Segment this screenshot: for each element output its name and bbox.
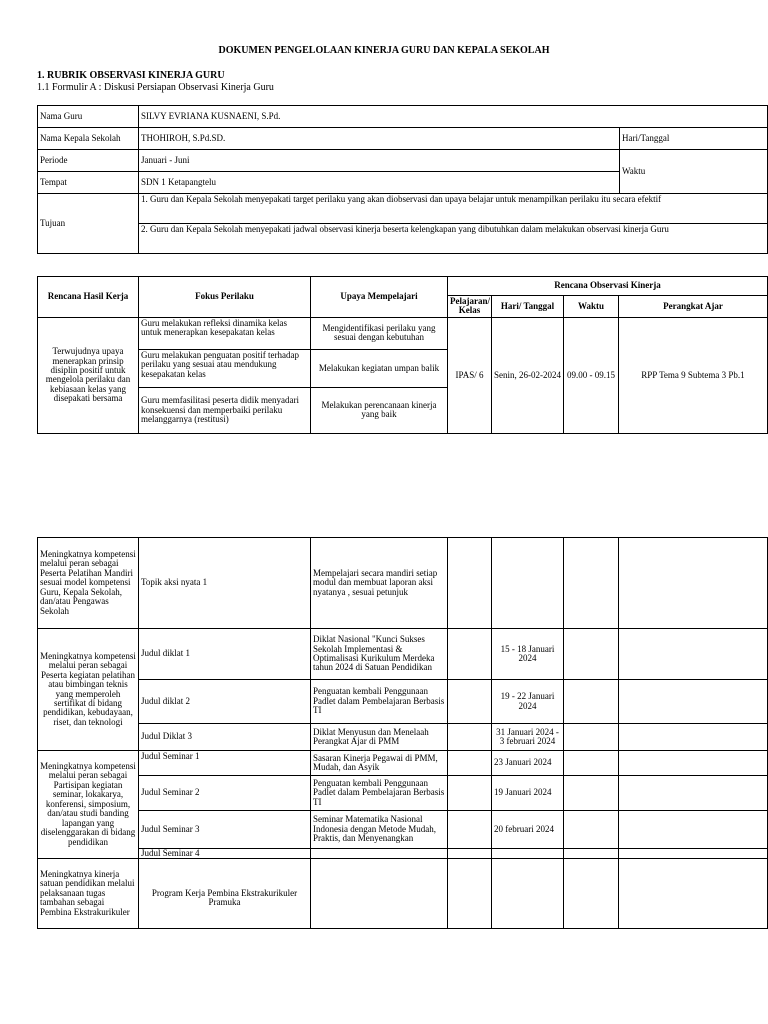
header-waktu: Waktu: [564, 296, 619, 318]
empty-cell: [564, 538, 619, 629]
header-fokus-perilaku: Fokus Perilaku: [139, 277, 311, 318]
waktu-value: 09.00 - 09.15: [564, 317, 619, 433]
empty-cell: [564, 859, 619, 929]
empty-cell: [564, 776, 619, 811]
hari-seminar-1: 23 Januari 2024: [492, 751, 564, 776]
form-title: 1.1 Formulir A : Diskusi Persiapan Observasi Kinerja Guru: [37, 82, 274, 93]
empty-cell: [448, 776, 492, 811]
upaya-modul-mandiri: Mempelajari secara mandiri setiap modul dan membuat laporan aksi nyatanya , sesuai petunjuk: [311, 538, 448, 629]
upaya-diklat-1: Diklat Nasional "Kunci Sukses Sekolah Implementasi & Optimalisasi Kurikulum Merdeka tahun 2024 di Satuan Pendidikan: [311, 629, 448, 680]
upaya-mempelajari-2: Melakukan kegiatan umpan balik: [311, 349, 448, 387]
rhk-seminar: Meningkatnya kompetensi melalui peran sebagai Partisipan kegiatan seminar, lokakarya, konferensi, simposium, dan/atau studi banding lapangan yang diselenggarakan di bidang pendidikan: [38, 751, 139, 859]
rhk-ekstrakurikuler: Meningkatnya kinerja satuan pendidikan melalui pelaksanaan tugas tambahan sebagai Pembina Ekstrakurikuler: [38, 859, 139, 929]
header-hari-tanggal: Hari/ Tanggal: [492, 296, 564, 318]
nama-guru-value: SILVY EVRIANA KUSNAENI, S.Pd.: [139, 106, 768, 128]
hari-tanggal-label: Hari/Tanggal: [620, 128, 768, 150]
empty-cell: [564, 849, 619, 859]
upaya-diklat-2: Penguatan kembali Penggunaan Padlet dalam Pembelajaran Berbasis TI: [311, 680, 448, 724]
empty-cell: [448, 849, 492, 859]
rhk-pelatihan-mandiri: Meningkatnya kompetensi melalui peran sebagai Peserta Pelatihan Mandiri sesuai model kompetensi Guru, Kepala Sekolah, dan/atau Pengawas Sekolah: [38, 538, 139, 629]
hari-seminar-3: 20 februari 2024: [492, 811, 564, 849]
fokus-perilaku-3: Guru memfasilitasi peserta didik menyadari konsekuensi dan memperbaiki perilaku melanggarnya (restitusi): [139, 387, 311, 433]
rhk-pelatihan-bimtek: Meningkatnya kompetensi melalui peran sebagai Peserta kegiatan pelatihan atau bimbingan teknis yang memperoleh sertifikat di bidang pendidikan, kebudayaan, riset, dan teknologi: [38, 629, 139, 751]
empty-cell: [619, 680, 768, 724]
upaya-mempelajari-1: Mengidentifikasi perilaku yang sesuai dengan kebutuhan: [311, 317, 448, 349]
upaya-mempelajari-3: Melakukan perencanaan kinerja yang baik: [311, 387, 448, 433]
upaya-seminar-2: Penguatan kembali Penggunaan Padlet dalam Pembelajaran Berbasis TI: [311, 776, 448, 811]
empty-cell: [619, 811, 768, 849]
tempat-value: SDN 1 Ketapangtelu: [139, 172, 620, 194]
empty-cell: [448, 629, 492, 680]
upaya-diklat-3: Diklat Menyusun dan Menelaah Perangkat Ajar di PMM: [311, 724, 448, 751]
empty-cell: [448, 859, 492, 929]
section-title: 1. RUBRIK OBSERVASI KINERJA GURU: [37, 70, 225, 81]
fokus-program-pramuka: Program Kerja Pembina Ekstrakurikuler Pramuka: [139, 859, 311, 929]
empty-cell: [311, 859, 448, 929]
rencana-hasil-kerja-value: Terwujudnya upaya menerapkan prinsip disiplin positif untuk mengelola perilaku dan kebiasaan kelas yang disepakati bersama: [38, 317, 139, 433]
header-rencana-observasi: Rencana Observasi Kinerja: [448, 277, 768, 296]
empty-cell: [448, 811, 492, 849]
empty-cell: [448, 751, 492, 776]
pelajaran-kelas-value: IPAS/ 6: [448, 317, 492, 433]
tempat-label: Tempat: [38, 172, 139, 194]
fokus-judul-diklat-2: Judul diklat 2: [139, 680, 311, 724]
empty-cell: [619, 751, 768, 776]
hari-diklat-1: 15 - 18 Januari 2024: [492, 629, 564, 680]
empty-cell: [619, 538, 768, 629]
header-upaya-mempelajari: Upaya Mempelajari: [311, 277, 448, 318]
nama-guru-label: Nama Guru: [38, 106, 139, 128]
info-table: [37, 105, 768, 254]
fokus-topik-aksi-nyata: Topik aksi nyata 1: [139, 538, 311, 629]
empty-cell: [448, 724, 492, 751]
periode-value: Januari - Juni: [139, 150, 620, 172]
tujuan-item-2: 2. Guru dan Kepala Sekolah menyepakati jadwal observasi kinerja beserta kelengkapan yang dibutuhkan dalam melakukan observasi kinerja Guru: [139, 224, 768, 254]
hari-diklat-2: 19 - 22 Januari 2024: [492, 680, 564, 724]
tujuan-label: Tujuan: [38, 194, 139, 254]
header-pelajaran-kelas: Pelajaran/ Kelas: [448, 296, 492, 318]
hari-tanggal-value: Senin, 26-02-2024: [492, 317, 564, 433]
kepsek-label: Nama Kepala Sekolah: [38, 128, 139, 150]
fokus-perilaku-2: Guru melakukan penguatan positif terhadap perilaku yang sesuai atau mendukung kesepakatan kelas: [139, 349, 311, 387]
empty-cell: [619, 859, 768, 929]
upaya-seminar-4: [311, 849, 448, 859]
hari-seminar-4: [492, 849, 564, 859]
empty-cell: [564, 751, 619, 776]
competency-table: [37, 537, 768, 929]
empty-cell: [619, 776, 768, 811]
fokus-judul-seminar-1: Judul Seminar 1: [139, 751, 311, 776]
header-rencana-hasil-kerja: Rencana Hasil Kerja: [38, 277, 139, 318]
perangkat-ajar-value: RPP Tema 9 Subtema 3 Pb.1: [619, 317, 768, 433]
fokus-judul-seminar-4: Judul Seminar 4: [139, 849, 311, 859]
empty-cell: [448, 680, 492, 724]
fokus-judul-seminar-3: Judul Seminar 3: [139, 811, 311, 849]
waktu-label: Waktu: [620, 150, 768, 194]
upaya-seminar-3: Seminar Matematika Nasional Indonesia dengan Metode Mudah, Praktis, dan Menyenangkan: [311, 811, 448, 849]
empty-cell: [492, 859, 564, 929]
tujuan-item-1: 1. Guru dan Kepala Sekolah menyepakati target perilaku yang akan diobservasi dan upaya belajar untuk menampilkan perilaku itu secara efektif: [139, 194, 768, 224]
fokus-judul-diklat-1: Judul diklat 1: [139, 629, 311, 680]
empty-cell: [564, 724, 619, 751]
observation-plan-table: [37, 276, 768, 434]
fokus-perilaku-1: Guru melakukan refleksi dinamika kelas untuk menerapkan kesepakatan kelas: [139, 317, 311, 349]
empty-cell: [619, 724, 768, 751]
empty-cell: [492, 538, 564, 629]
empty-cell: [448, 538, 492, 629]
fokus-judul-diklat-3: Judul Diklat 3: [139, 724, 311, 751]
empty-cell: [564, 680, 619, 724]
empty-cell: [564, 811, 619, 849]
document-title: DOKUMEN PENGELOLAAN KINERJA GURU DAN KEPALA SEKOLAH: [218, 45, 550, 56]
periode-label: Periode: [38, 150, 139, 172]
header-perangkat-ajar: Perangkat Ajar: [619, 296, 768, 318]
fokus-judul-seminar-2: Judul Seminar 2: [139, 776, 311, 811]
empty-cell: [564, 629, 619, 680]
empty-cell: [619, 629, 768, 680]
hari-diklat-3: 31 Januari 2024 - 3 februari 2024: [492, 724, 564, 751]
kepsek-value: THOHIROH, S.Pd.SD.: [139, 128, 620, 150]
empty-cell: [619, 849, 768, 859]
hari-seminar-2: 19 Januari 2024: [492, 776, 564, 811]
upaya-seminar-1: Sasaran Kinerja Pegawai di PMM, Mudah, dan Asyik: [311, 751, 448, 776]
